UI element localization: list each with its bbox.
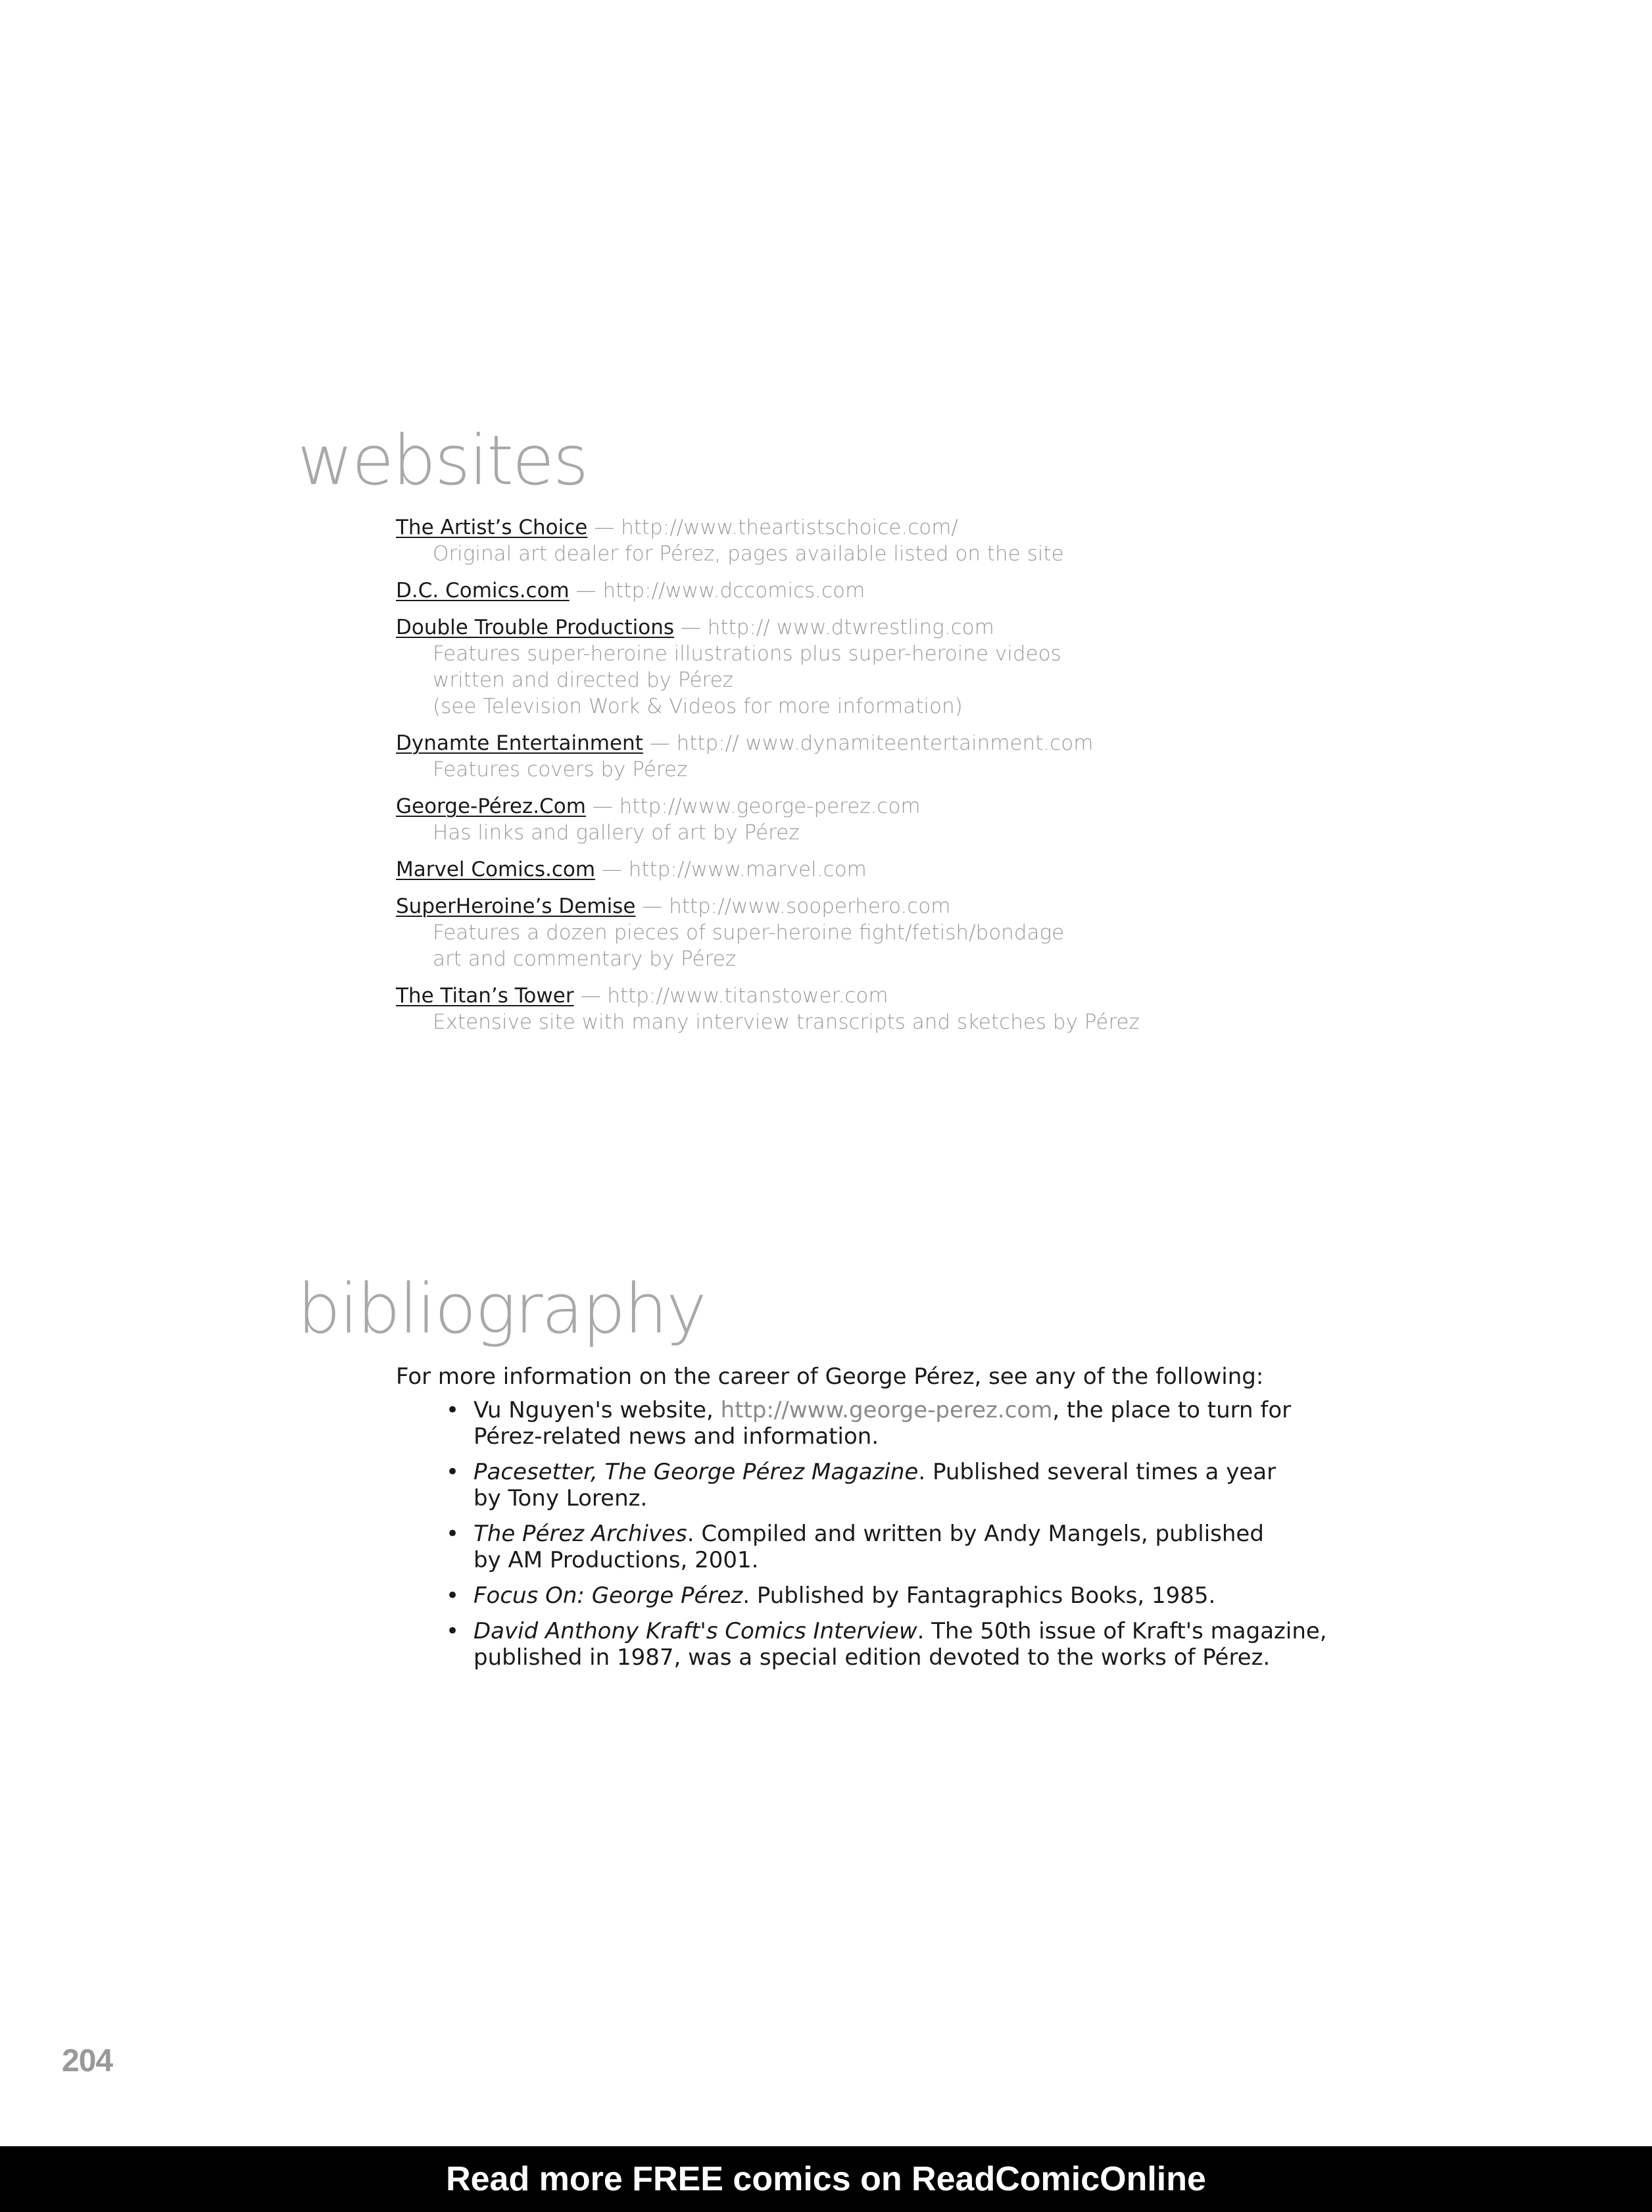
page-number: 204 [62,2044,113,2078]
bibliography-item [446,1618,1328,1671]
publication-title: Focus On: George Pérez [474,1583,743,1609]
publication-title: David Anthony Kraft's Comics Interview [474,1618,917,1644]
bibliography-line [474,1397,1328,1423]
bibliography-line: Pérez-related news and information. [474,1423,879,1450]
website-name-link[interactable]: George-Pérez.Com [396,795,586,818]
bibliography-heading: bibliography [297,1269,706,1349]
website-description [396,541,1382,567]
website-name-link[interactable]: Marvel Comics.com [396,858,596,881]
dash-separator: — [580,984,601,1008]
website-name-link[interactable]: D.C. Comics.com [396,579,570,602]
website-description [396,820,1382,846]
website-name-link[interactable]: The Titan’s Tower [396,984,574,1008]
websites-list [396,514,1382,1046]
description-line: written and directed by Pérez [433,668,733,692]
dash-separator: — [592,795,613,818]
website-description [396,756,1382,783]
website-entry [396,730,1382,783]
website-name-link[interactable]: SuperHeroine’s Demise [396,895,636,918]
website-name-link[interactable]: Double Trouble Productions [396,616,675,639]
description-line: Has links and gallery of art by Pérez [433,821,800,845]
item-text: . The 50th issue of Kraft's magazine, [917,1618,1327,1644]
website-entry [396,578,1382,604]
website-entry [396,514,1382,567]
website-url[interactable]: http://www.sooperhero.com [669,895,951,918]
bibliography-line: published in 1987, was a special edition devoted to the works of Pérez. [474,1644,1271,1671]
item-text: . Published by Fantagraphics Books, 1985. [742,1583,1216,1609]
bullet-icon: • [446,1459,460,1485]
bibliography-line [474,1583,1328,1609]
bibliography-line [474,1618,1328,1644]
bullet-icon: • [446,1583,460,1609]
item-text: . Published several times a year [918,1459,1276,1485]
website-link[interactable]: http://www.george-perez.com [720,1397,1053,1423]
bibliography-item [446,1459,1328,1512]
website-description [396,1009,1382,1035]
description-line: (see Television Work & Videos for more information) [433,695,963,718]
bibliography-line [474,1459,1328,1485]
description-line: art and commentary by Pérez [433,947,737,971]
website-url[interactable]: http:// www.dtwrestling.com [707,616,994,639]
description-line: Extensive site with many interview transcripts and sketches by Pérez [433,1010,1140,1034]
dash-separator: — [642,895,663,918]
bullet-icon: • [446,1521,460,1547]
website-url[interactable]: http://www.dccomics.com [602,579,865,602]
website-description [396,641,1382,720]
bibliography-intro: For more information on the career of George Pérez, see any of the following: [396,1364,1264,1390]
description-line: Original art dealer for Pérez, pages available listed on the site [433,542,1064,566]
dash-separator: — [649,731,670,755]
dash-separator: — [575,579,596,602]
website-name-link[interactable]: The Artist’s Choice [396,516,588,539]
website-url[interactable]: http://www.titanstower.com [607,984,888,1008]
publication-title: Pacesetter, The George Pérez Magazine [474,1459,919,1485]
item-text: Vu Nguyen's website, [474,1397,721,1423]
websites-heading: websites [297,420,588,501]
website-description [396,920,1382,972]
bibliography-item [446,1583,1328,1609]
bullet-icon: • [446,1397,460,1423]
website-entry [396,856,1382,883]
website-entry [396,614,1382,720]
website-entry [396,793,1382,846]
bibliography-list [446,1397,1328,1680]
bibliography-line: by Tony Lorenz. [474,1485,648,1512]
description-line: Features covers by Pérez [433,758,688,781]
website-entry [396,983,1382,1035]
bullet-icon: • [446,1618,460,1644]
item-text: . Compiled and written by Andy Mangels, published [687,1521,1264,1547]
bibliography-line: by AM Productions, 2001. [474,1547,759,1573]
website-url[interactable]: http://www.george-perez.com [619,795,921,818]
website-entry [396,893,1382,972]
dash-separator: — [594,516,615,539]
website-url[interactable]: http:// www.dynamiteentertainment.com [676,731,1094,755]
description-line: Features super-heroine illustrations plus super-heroine videos [433,642,1061,666]
footer-promo-link[interactable]: Read more FREE comics on ReadComicOnline [446,2160,1206,2198]
bibliography-line [474,1521,1328,1547]
website-url[interactable]: http://www.theartistschoice.com/ [621,516,958,539]
website-url[interactable]: http://www.marvel.com [628,858,867,881]
bibliography-item [446,1521,1328,1573]
item-text: , the place to turn for [1052,1397,1292,1423]
description-line: Features a dozen pieces of super-heroine fight/fetish/bondage [433,921,1065,945]
bibliography-item [446,1397,1328,1450]
dash-separator: — [680,616,701,639]
footer-banner [0,2146,1652,2212]
publication-title: The Pérez Archives [474,1521,687,1547]
website-name-link[interactable]: Dynamte Entertainment [396,731,643,755]
dash-separator: — [601,858,622,881]
